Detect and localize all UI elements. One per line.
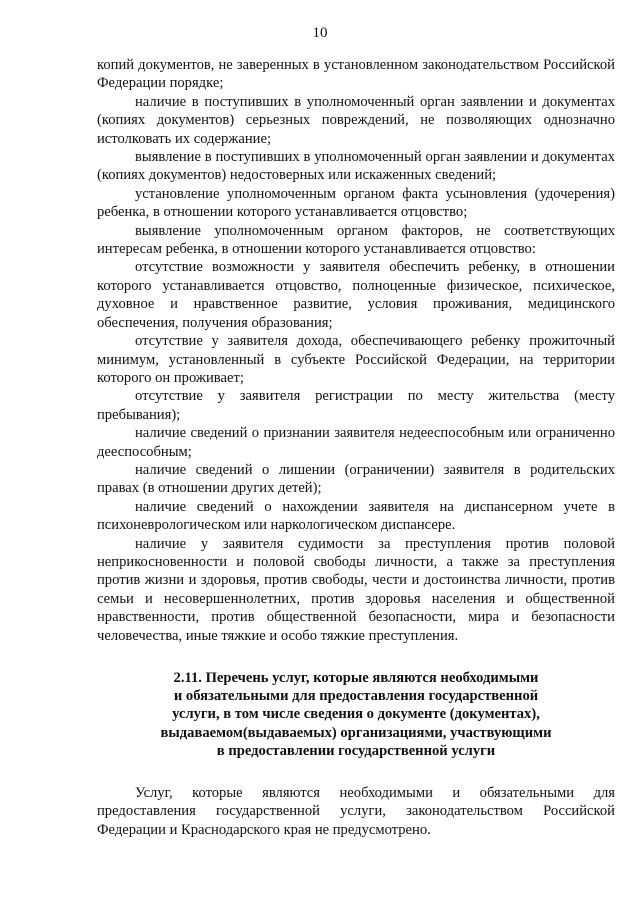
- paragraph-adoption-fact: установление уполномоченным органом факта усыновления (удочерения) ребенка, в отношении которого устанавливается отцовство;: [97, 185, 615, 221]
- section-heading-line: и обязательными для предоставления государственной: [173, 688, 539, 705]
- paragraph-dispensary-record: наличие сведений о нахождении заявителя на диспансерном учете в психоневрологическом или наркологическом диспансере.: [97, 498, 615, 534]
- section-heading: [97, 669, 615, 760]
- section-heading-line: выдаваемом(выдаваемых) организациями, участвующими: [160, 724, 552, 741]
- paragraph-no-registration: отсутствие у заявителя регистрации по месту жительства (месту пребывания);: [97, 388, 615, 423]
- paragraph-damaged-documents: наличие в поступивших в уполномоченный орган заявлении и документах (копиях документов) серьезных повреждений, не позволяющих однозначно истолковать их содержание;: [97, 93, 615, 147]
- paragraph-criminal-record: наличие у заявителя судимости за преступления против половой неприкосновенности и половой свободы личности, а также за преступления против жизни и здоровья, против свободы, чести и достоинства личности, против семьи и несовершеннолетних, против здоровья населения и общественной нравственности, против общественной безопасности, мира и безопасности человечества, иные тяжкие и особо тяжкие преступления.: [97, 535, 615, 644]
- page-number: 10: [312, 25, 328, 41]
- paragraph-false-information: выявление в поступивших в уполномоченный орган заявлении и документах (копиях документов) недостоверных или искаженных сведений;: [97, 149, 615, 184]
- paragraph-parental-rights: наличие сведений о лишении (ограничении) заявителя в родительских правах (в отношении других детей);: [97, 461, 615, 497]
- section-heading-line: в предоставлении государственной услуги: [216, 742, 496, 759]
- document-body: [97, 56, 615, 839]
- paragraph-no-development-means: отсутствие возможности у заявителя обеспечить ребенку, в отношении которого устанавливается отцовство, полноценные физическое, психическое, духовное и нравственное развитие, условия проживания, медицинского обеспечения, получения образования;: [97, 259, 615, 331]
- section-body-paragraph: Услуг, которые являются необходимыми и обязательными для предоставления государственной услуги, законодательством Российской Федерации и Краснодарского края не предусмотрено.: [97, 785, 615, 838]
- section-heading-line: 2.11. Перечень услуг, которые являются необходимыми: [173, 670, 539, 686]
- section-heading-line: услуги, в том числе сведения о документе (документах),: [172, 706, 540, 723]
- paragraph-continued: копий документов, не заверенных в установленном законодательством Российской Федерации порядке;: [97, 57, 615, 92]
- paragraph-no-income: отсутствие у заявителя дохода, обеспечивающего ребенку прожиточный минимум, установленный в субъекте Российской Федерации, на территории которого он проживает;: [97, 333, 615, 386]
- paragraph-incapacity: наличие сведений о признании заявителя недееспособным или ограниченно дееспособным;: [97, 425, 615, 460]
- paragraph-child-interest-factors: выявление уполномоченным органом факторов, не соответствующих интересам ребенка, в отношении которого устанавливается отцовство:: [97, 222, 615, 258]
